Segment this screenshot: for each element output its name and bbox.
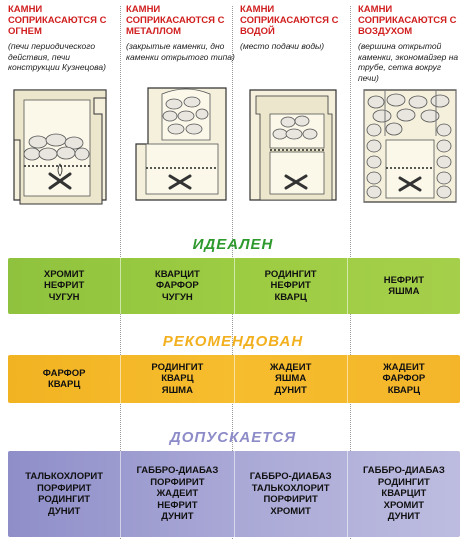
stone-name: РОДИНГИТ — [38, 494, 91, 505]
band-recommended — [8, 355, 460, 403]
column-title: КАМНИ СОПРИКАСАЮТСЯ С МЕТАЛЛОМ — [126, 4, 225, 37]
column-note: (печи периодического действия, печи конструкции Кузнецова) — [8, 41, 106, 72]
stone-list — [121, 355, 234, 403]
stone-name: НЕФРИТ — [270, 280, 311, 292]
stone-name: КВАРЦ — [47, 379, 81, 390]
stone-name: НЕФРИТ — [43, 280, 85, 292]
stove-illustration-metal — [122, 84, 234, 212]
stone-name: ЯШМА — [388, 286, 420, 297]
stone-name: ЧУГУН — [162, 291, 193, 303]
stone-name: ФАРФОР — [382, 373, 426, 385]
stone-name: РОДИНГИТ — [151, 361, 204, 373]
stone-list — [348, 355, 460, 403]
stone-name: ДУНИТ — [274, 384, 307, 396]
stone-name: ЖАДЕИТ — [383, 361, 425, 373]
stone-name: ХРОМИТ — [383, 499, 425, 511]
stone-name: КВАРЦ — [387, 384, 421, 396]
column-title: КАМНИ СОПРИКАСАЮТСЯ С ВОДОЙ — [240, 4, 339, 37]
column-header-water — [240, 4, 352, 52]
stone-name: ХРОМИТ — [43, 268, 85, 280]
stone-list — [348, 258, 460, 314]
stone-name: КВАРЦ — [161, 373, 194, 385]
stone-name: ПОРФИРИТ — [263, 494, 318, 505]
stone-list — [235, 355, 348, 403]
stone-name: ГАББРО-ДИАБАЗ — [249, 471, 332, 482]
column-title: КАМНИ СОПРИКАСАЮТСЯ С ВОЗДУХОМ — [358, 4, 457, 37]
stone-name: ПОРФИРИТ — [150, 476, 205, 488]
column-header-fire — [8, 4, 120, 73]
stone-name: ДУНИТ — [387, 511, 421, 523]
column-header-metal — [126, 4, 238, 62]
stone-name: ФАРФОР — [42, 367, 86, 379]
stone-name: ЖАДЕИТ — [269, 361, 312, 373]
stone-name: РОДИНГИТ — [377, 476, 430, 488]
stone-name: КВАРЦИТ — [154, 268, 200, 280]
stone-list — [121, 258, 234, 314]
band-ideal — [8, 258, 460, 314]
stone-name: ФАРФОР — [155, 280, 199, 292]
section-title-allowed: ДОПУСКАЕТСЯ — [169, 429, 297, 446]
column-header-air — [358, 4, 462, 83]
stone-name: КВАРЦ — [274, 291, 307, 303]
stone-name: РОДИНГИТ — [264, 268, 317, 280]
stone-name: ТАЛЬКОХЛОРИТ — [25, 471, 104, 482]
column-note: (закрытые каменки, дно каменки открытого типа) — [126, 41, 235, 62]
section-title-ideal: ИДЕАЛЕН — [192, 236, 274, 253]
stove-illustration-water — [236, 84, 348, 212]
stone-list — [121, 451, 234, 537]
band-allowed — [8, 451, 460, 537]
stone-name: ДУНИТ — [161, 511, 194, 523]
stone-name: ЯШМА — [161, 384, 193, 396]
stone-list — [235, 258, 348, 314]
stone-name: НЕФРИТ — [383, 274, 425, 286]
column-note: (вершина открытой каменки, экономайзер на трубе, сетка вокруг печи) — [358, 41, 459, 83]
stone-list — [8, 258, 121, 314]
stone-name: ПОРФИРИТ — [36, 482, 92, 494]
stone-list — [235, 451, 348, 537]
stone-name: ЯШМА — [275, 373, 307, 385]
stone-name: ЧУГУН — [48, 291, 80, 303]
stone-name: ЖАДЕИТ — [156, 488, 199, 500]
stone-list — [348, 451, 460, 537]
column-title: КАМНИ СОПРИКАСАЮТСЯ С ОГНЕМ — [8, 4, 107, 37]
section-title-recommended: РЕКОМЕНДОВАН — [162, 333, 304, 350]
column-note: (место подачи воды) — [240, 41, 325, 51]
stone-name: КВАРЦИТ — [381, 488, 427, 500]
stone-name: НЕФРИТ — [157, 499, 198, 511]
stone-name: ГАББРО-ДИАБАЗ — [136, 465, 219, 477]
stove-illustration-fire — [6, 84, 118, 212]
stone-name: ДУНИТ — [47, 505, 81, 517]
stone-name: ТАЛЬКОХЛОРИТ — [251, 482, 330, 494]
stone-name: ГАББРО-ДИАБАЗ — [362, 465, 445, 477]
stone-name: ХРОМИТ — [270, 505, 311, 517]
stove-illustration-air — [352, 84, 464, 212]
stone-list — [8, 451, 121, 537]
stone-list — [8, 355, 121, 403]
